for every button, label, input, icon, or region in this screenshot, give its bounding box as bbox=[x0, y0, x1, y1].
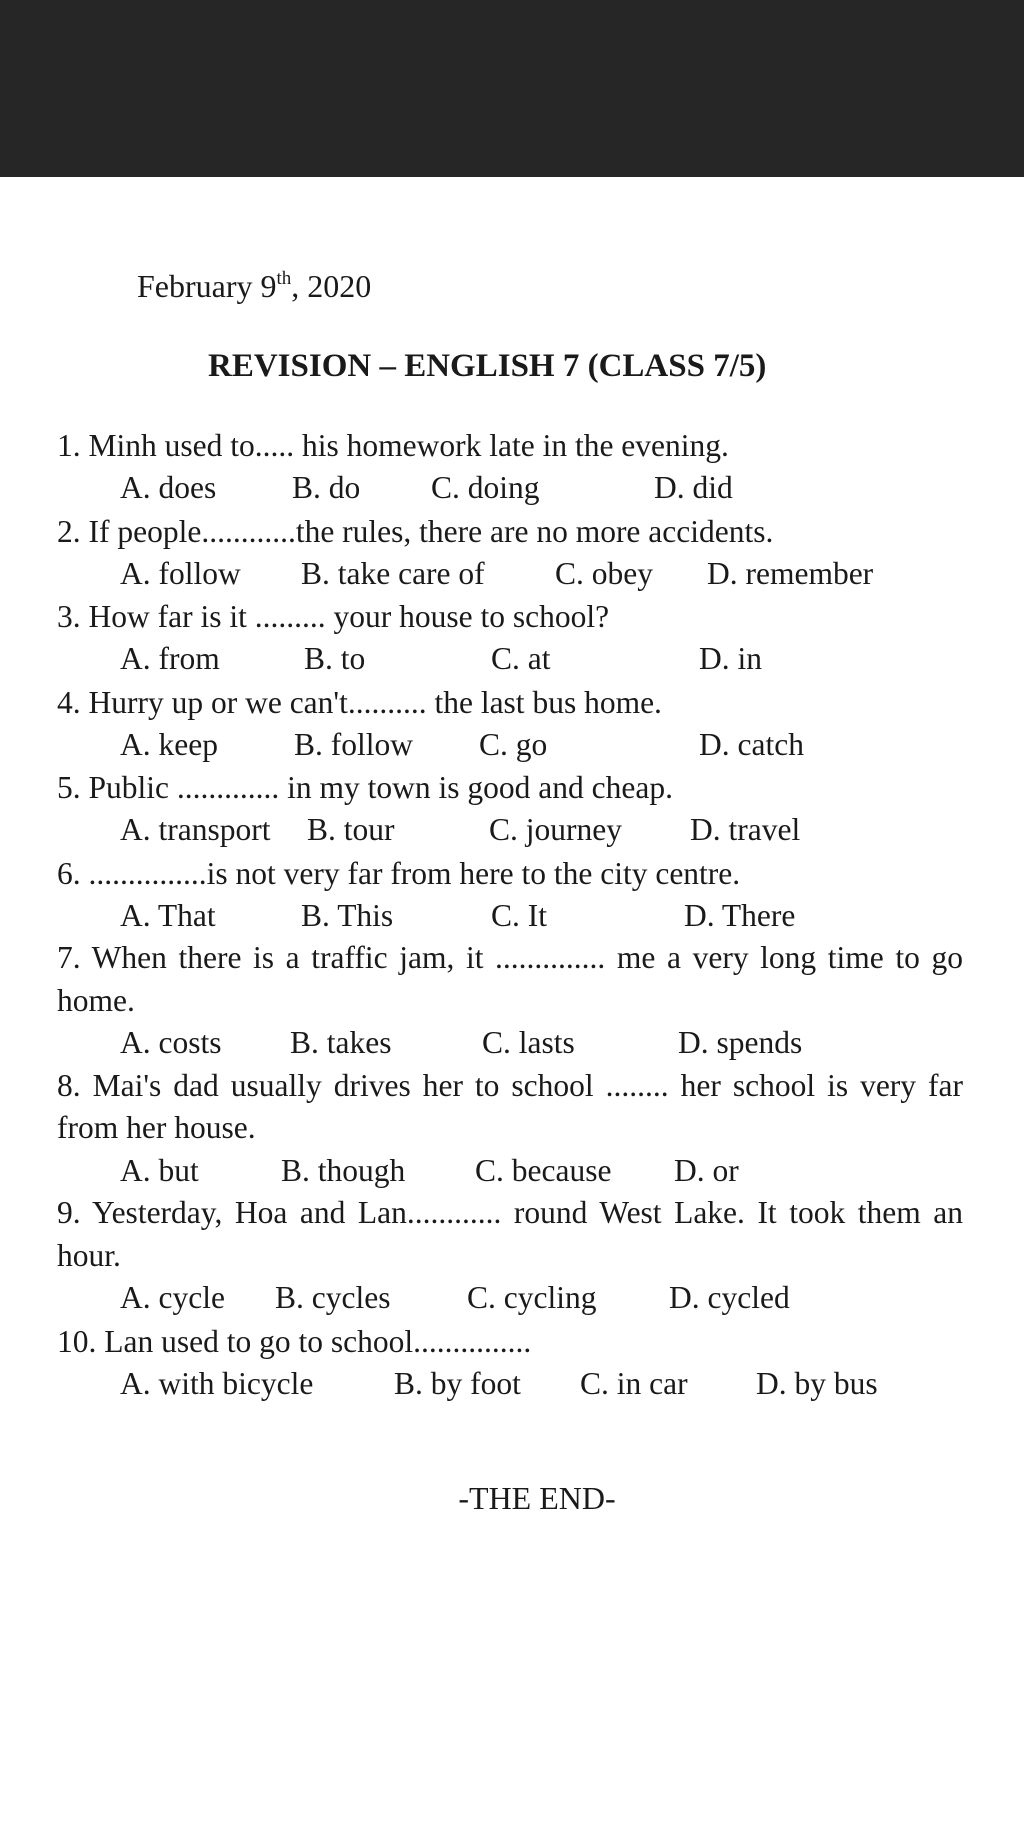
option-c: C. lasts bbox=[482, 1025, 575, 1060]
option-row bbox=[57, 809, 963, 852]
option-d: D. did bbox=[654, 470, 733, 505]
option-d: D. There bbox=[684, 897, 796, 933]
question-text: 3. How far is it ......... your house to school? bbox=[57, 599, 610, 634]
option-a: A. from bbox=[120, 641, 220, 676]
option-b: B. cycles bbox=[275, 1280, 391, 1315]
option-c: C. cycling bbox=[467, 1280, 597, 1315]
option-c: C. doing bbox=[431, 470, 540, 505]
option-d: D. in bbox=[699, 641, 762, 676]
option-row bbox=[57, 895, 963, 938]
option-c: C. at bbox=[491, 641, 551, 676]
question-text: 1. Minh used to..... his homework late in the evening. bbox=[57, 428, 729, 463]
option-d: D. remember bbox=[707, 555, 874, 591]
option-b: B. take care of bbox=[301, 555, 485, 591]
question-5 bbox=[57, 766, 963, 852]
end-marker: -THE END- bbox=[458, 1480, 616, 1516]
option-d: D. cycled bbox=[669, 1280, 790, 1315]
option-row bbox=[57, 638, 963, 681]
question-2 bbox=[57, 510, 963, 596]
question-text: 2. If people............the rules, there are no more accidents. bbox=[57, 513, 774, 549]
question-1 bbox=[57, 424, 963, 510]
option-b: B. though bbox=[281, 1152, 406, 1188]
option-d: D. catch bbox=[699, 726, 804, 762]
question-text: 9. Yesterday, Hoa and Lan............ round West Lake. It took them an hour. bbox=[57, 1195, 963, 1273]
question-text: 10. Lan used to go to school............... bbox=[57, 1323, 532, 1359]
option-c: C. in car bbox=[580, 1365, 688, 1401]
date-line bbox=[137, 266, 371, 306]
option-c: C. go bbox=[479, 726, 548, 762]
question-text: 7. When there is a traffic jam, it .............. me a very long time to go home. bbox=[57, 940, 963, 1018]
option-d: D. or bbox=[674, 1152, 739, 1188]
date-month-day: February 9 bbox=[137, 268, 277, 304]
option-b: B. to bbox=[304, 641, 366, 676]
question-9 bbox=[57, 1192, 963, 1320]
option-row bbox=[57, 467, 963, 510]
option-c: C. obey bbox=[555, 555, 653, 591]
question-10 bbox=[57, 1320, 963, 1406]
date-year: , 2020 bbox=[291, 268, 372, 304]
option-a: A. That bbox=[120, 897, 216, 933]
option-d: D. travel bbox=[690, 812, 801, 847]
option-row bbox=[57, 1150, 963, 1193]
option-row bbox=[57, 553, 963, 596]
option-row bbox=[57, 724, 963, 767]
option-a: A. does bbox=[120, 470, 217, 505]
option-a: A. costs bbox=[120, 1025, 222, 1060]
page-title: REVISION – ENGLISH 7 (CLASS 7/5) bbox=[208, 348, 767, 384]
top-dark-bar bbox=[0, 0, 1024, 177]
option-c: C. because bbox=[475, 1152, 612, 1188]
question-7 bbox=[57, 937, 963, 1065]
option-b: B. do bbox=[292, 470, 361, 505]
option-row bbox=[57, 1022, 963, 1065]
option-b: B. takes bbox=[290, 1025, 392, 1060]
option-a: A. but bbox=[120, 1152, 199, 1188]
date-ordinal-suffix: th bbox=[276, 268, 292, 289]
question-8 bbox=[57, 1065, 963, 1193]
option-a: A. with bicycle bbox=[120, 1365, 314, 1401]
option-d: D. by bus bbox=[756, 1365, 878, 1401]
question-text: 4. Hurry up or we can't.......... the last bus home. bbox=[57, 684, 662, 720]
question-text: 8. Mai's dad usually drives her to school ........ her school is very far from her house. bbox=[57, 1067, 963, 1145]
option-b: B. This bbox=[301, 897, 394, 933]
option-b: B. by foot bbox=[394, 1365, 521, 1401]
option-b: B. tour bbox=[307, 812, 395, 847]
option-a: A. follow bbox=[120, 555, 241, 591]
question-4 bbox=[57, 681, 963, 767]
option-d: D. spends bbox=[678, 1025, 803, 1060]
option-row bbox=[57, 1363, 963, 1406]
question-list bbox=[57, 424, 963, 1405]
option-c: C. It bbox=[491, 897, 548, 933]
option-row bbox=[57, 1277, 963, 1320]
question-text: 6. ...............is not very far from here to the city centre. bbox=[57, 855, 741, 891]
option-c: C. journey bbox=[489, 812, 622, 847]
question-text: 5. Public ............. in my town is good and cheap. bbox=[57, 770, 673, 805]
option-a: A. cycle bbox=[120, 1280, 225, 1315]
option-a: A. transport bbox=[120, 812, 271, 847]
question-6 bbox=[57, 852, 963, 938]
option-b: B. follow bbox=[294, 726, 414, 762]
question-3 bbox=[57, 595, 963, 681]
option-a: A. keep bbox=[120, 726, 218, 762]
